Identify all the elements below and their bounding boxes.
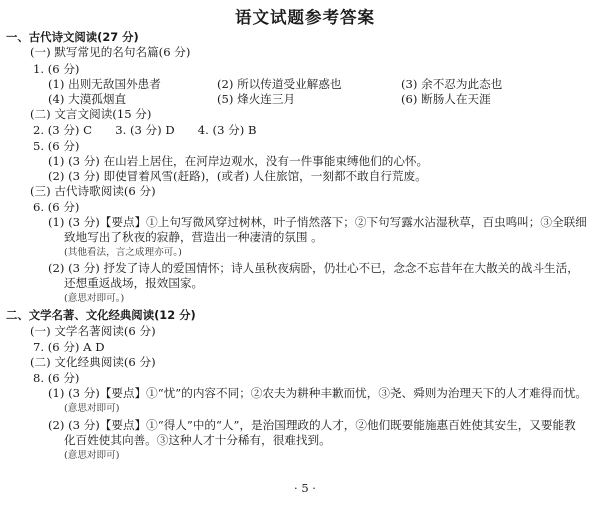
answer-line: (3) 余不忍为此态也 (401, 77, 503, 91)
answer-line: 2. (3 分) C 3. (3 分) D 4. (3 分) B (33, 123, 257, 137)
answer-line: (一) 默写常见的名句名篇(6 分) (30, 45, 191, 59)
answer-line: 还想重返战场，报效国家。 (64, 276, 204, 290)
answer-line: (2) (3 分)【要点】①“得人”中的“人”，是治国理政的人才，②他们既要能施惠百姓使其安生，又要能教 (48, 418, 576, 432)
answer-line: 6. (6 分) (33, 200, 80, 214)
answer-line: (2) 所以传道受业解惑也 (217, 77, 342, 91)
answer-line: 化百姓使其向善。③这种人才十分稀有，很难找到。 (64, 433, 331, 447)
answer-line: (三) 古代诗歌阅读(6 分) (30, 184, 156, 198)
answer-line: (2) (3 分) 抒发了诗人的爱国情怀；诗人虽秋夜病卧，仍壮心不已，念念不忘昔年在大散关的战斗生活， (48, 261, 579, 275)
answer-note: (意思对即可) (64, 450, 120, 461)
answer-line: 8. (6 分) (33, 371, 80, 385)
section-heading: 一、古代诗文阅读(27 分) (6, 30, 139, 44)
answer-line: (1) (3 分)【要点】①上句写微风穿过树林，叶子悄然落下；②下句写露水沾湿秋草，百虫鸣叫；③全联细 (48, 215, 587, 229)
answer-line: (一) 文学名著阅读(6 分) (30, 324, 156, 338)
page-title: 语文试题参考答案 (235, 8, 375, 27)
page-number: · 5 · (294, 481, 316, 495)
answer-line: (6) 断肠人在天涯 (401, 92, 491, 106)
answer-line: (二) 文化经典阅读(6 分) (30, 355, 156, 369)
answer-line: (1) 出则无敌国外患者 (48, 77, 161, 91)
answer-line: 5. (6 分) (33, 139, 80, 153)
answer-line: 致地写出了秋夜的寂静，营造出一种凄清的氛围 。 (64, 230, 323, 244)
answer-line: (4) 大漠孤烟直 (48, 92, 127, 106)
answer-line: (1) (3 分)【要点】①“忧”的内容不同；②农夫为耕种丰歉而忧，③尧、舜则为治理天下的人才难得而忧。 (48, 386, 588, 400)
answer-line: 7. (6 分) A D (33, 340, 105, 354)
answer-line: (二) 文言文阅读(15 分) (30, 107, 152, 121)
answer-line: 1. (6 分) (33, 62, 80, 76)
section-heading: 二、文学名著、文化经典阅读(12 分) (6, 308, 196, 322)
answer-line: (1) (3 分) 在山岩上居住，在河岸边观水，没有一件事能束缚他们的心怀。 (48, 154, 429, 168)
answer-note: (意思对即可) (64, 403, 120, 414)
answer-note: (其他看法，言之成理亦可。) (64, 247, 182, 258)
answer-note: (意思对即可。) (64, 293, 125, 304)
answer-line: (5) 烽火连三月 (217, 92, 296, 106)
answer-line: (2) (3 分) 即使冒着风雪(赶路)，(或者) 人住旅馆，一刻都不敢自行荒废。 (48, 169, 427, 183)
